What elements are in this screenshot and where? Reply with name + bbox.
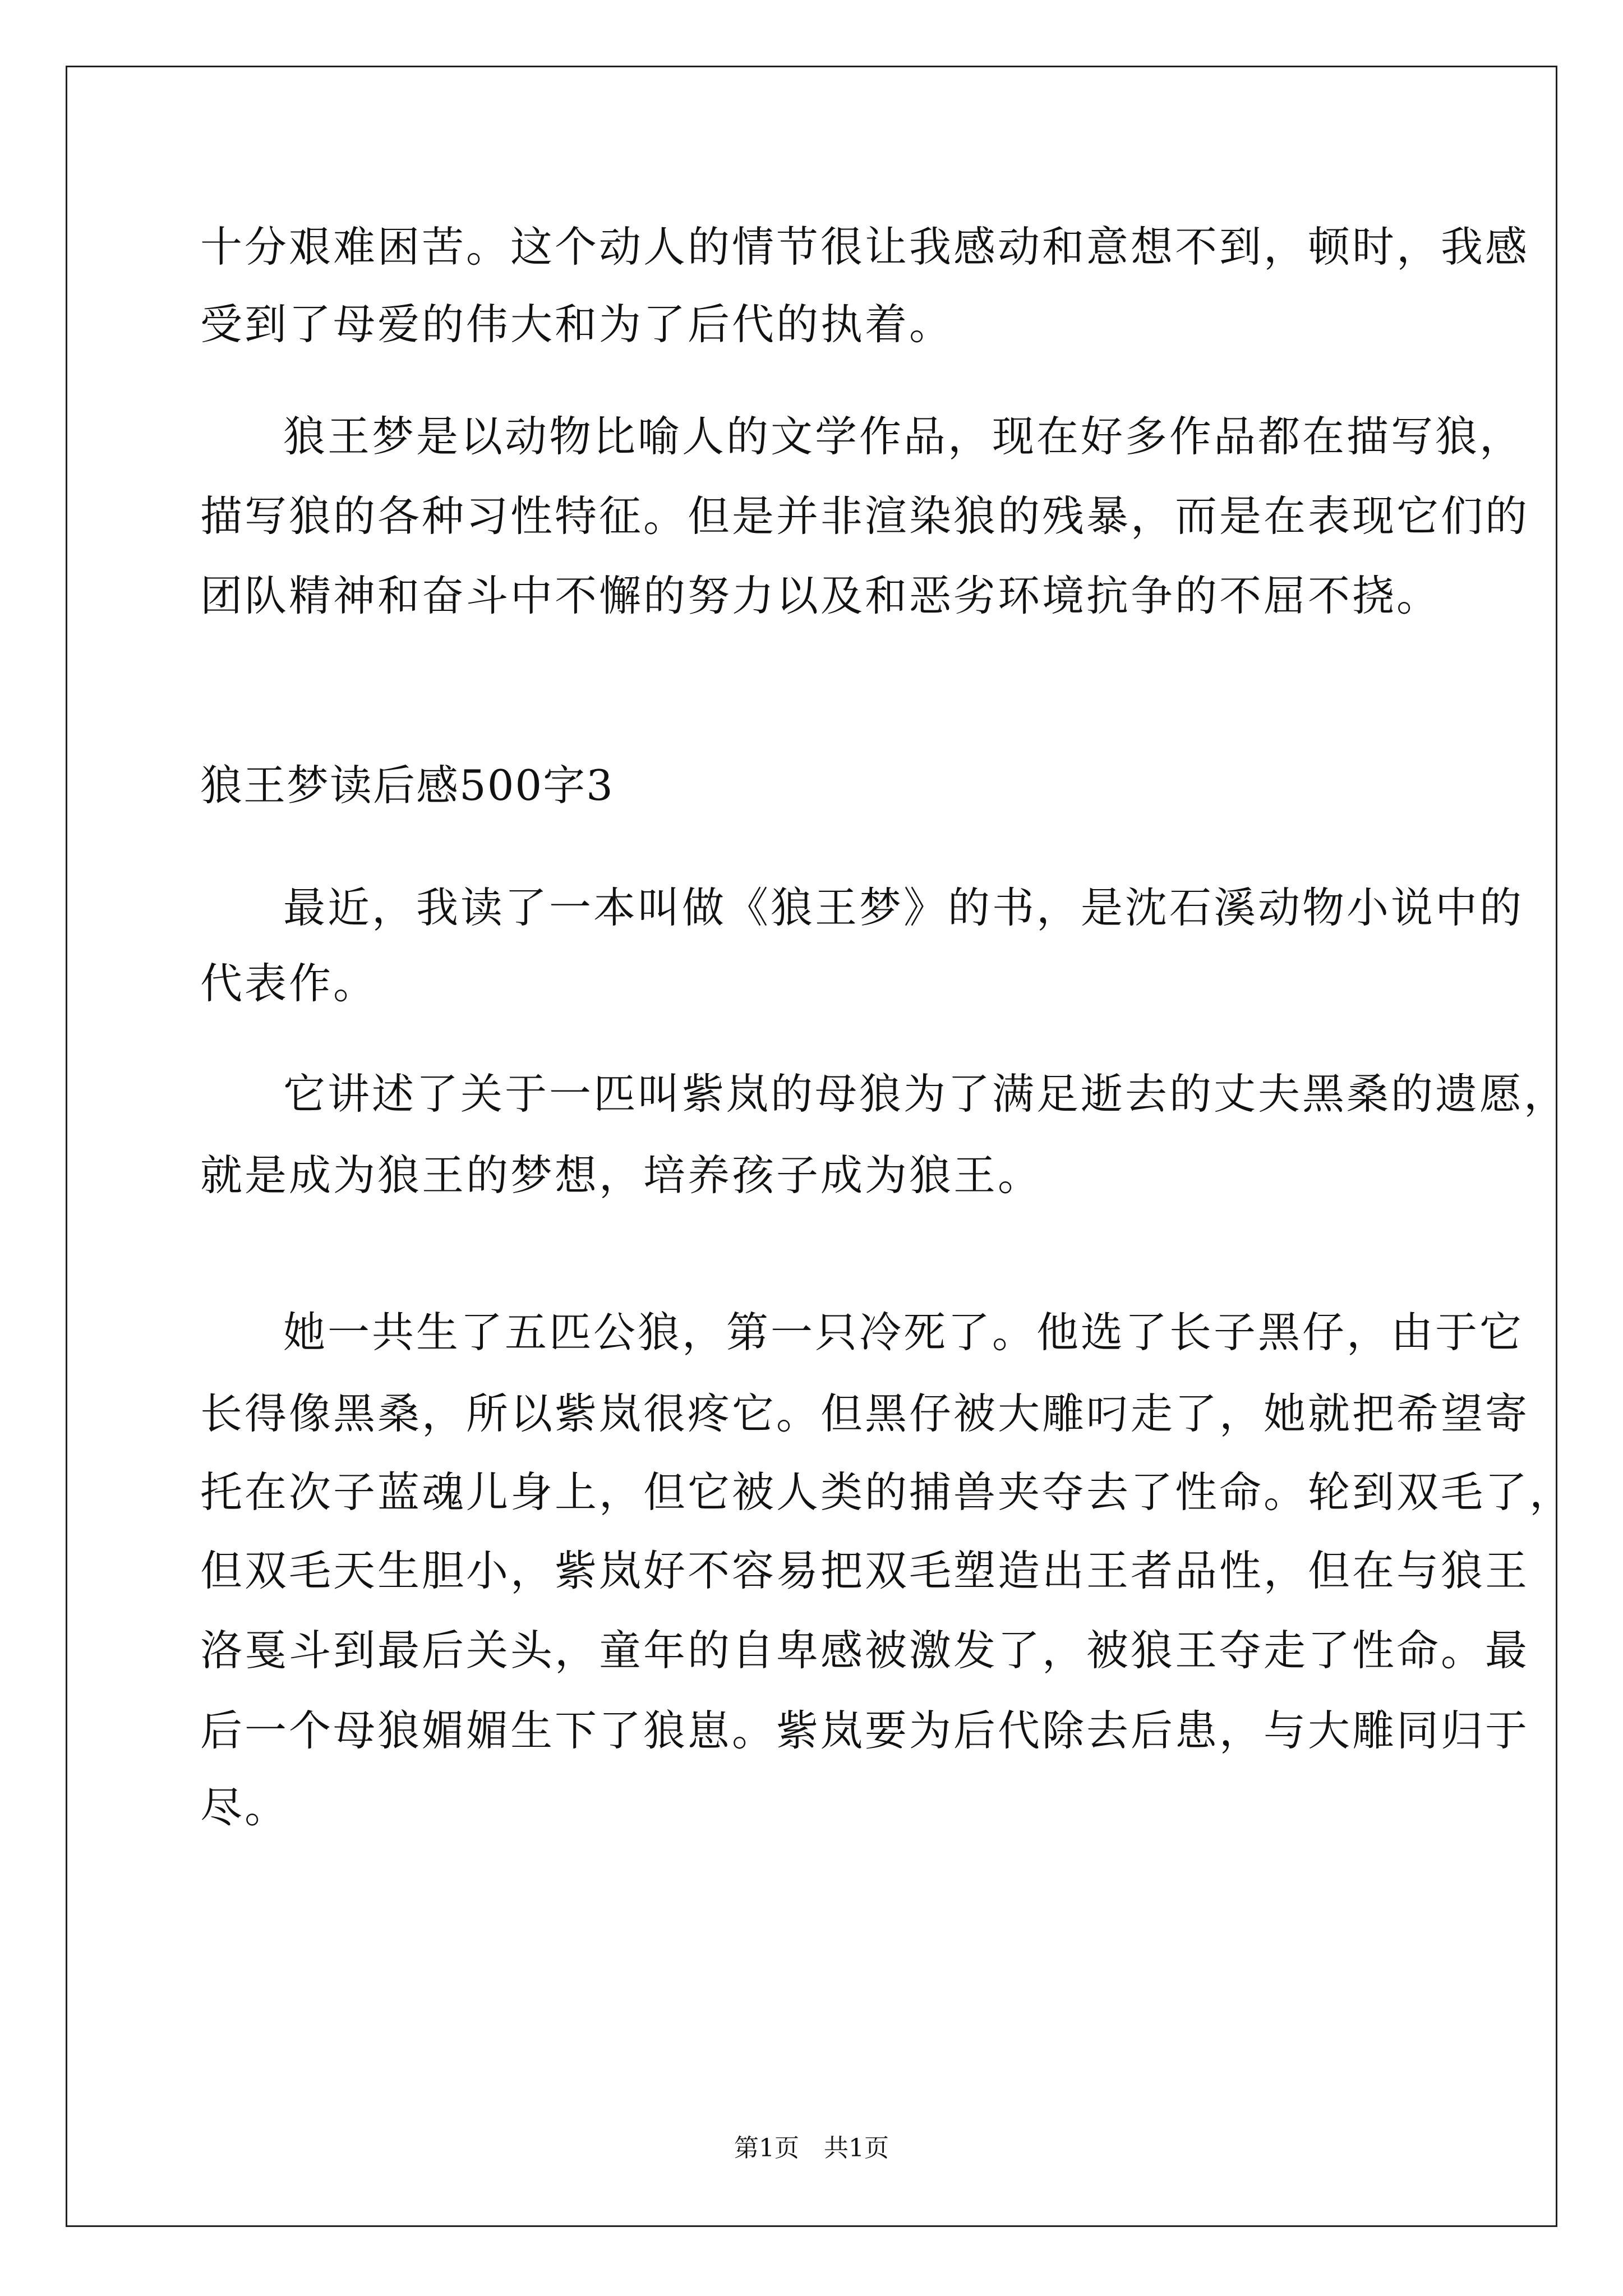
paragraph-start-line: 她一共生了五匹公狼，第一只冷死了。他选了长子黑仔，由于它 — [283, 1308, 1524, 1357]
paragraph-start-line: 狼王梦是以动物比喻人的文学作品，现在好多作品都在描写狼， — [283, 412, 1524, 461]
paragraph-start-line: 最近，我读了一本叫做《狼王梦》的书，是沈石溪动物小说中的 — [283, 883, 1524, 932]
text-line: 洛戛斗到最后关头，童年的自卑感被激发了，被狼王夺走了性命。最 — [200, 1626, 1530, 1675]
section-heading: 狼王梦读后感500字3 — [200, 761, 614, 810]
text-line: 后一个母狼媚媚生下了狼崽。紫岚要为后代除去后患，与大雕同归于 — [200, 1706, 1530, 1755]
text-line: 团队精神和奋斗中不懈的努力以及和恶劣环境抗争的不屈不挠。 — [200, 571, 1441, 620]
page-border — [66, 66, 1574, 2227]
paragraph-start-line: 它讲述了关于一匹叫紫岚的母狼为了满足逝去的丈夫黑桑的遗愿， — [283, 1069, 1569, 1119]
page-footer: 第1页 共1页 — [734, 2134, 889, 2162]
text-line: 代表作。 — [200, 959, 378, 1008]
text-line: 但双毛天生胆小，紫岚好不容易把双毛塑造出王者品性，但在与狼王 — [200, 1546, 1530, 1595]
text-line: 十分艰难困苦。这个动人的情节很让我感动和意想不到，顿时，我感 — [200, 222, 1530, 272]
text-line: 就是成为狼王的梦想，培养孩子成为狼王。 — [200, 1151, 1043, 1200]
text-line: 长得像黑桑，所以紫岚很疼它。但黑仔被大雕叼走了，她就把希望寄 — [200, 1389, 1530, 1438]
text-line: 受到了母爱的伟大和为了后代的执着。 — [200, 300, 954, 349]
text-line: 尽。 — [200, 1783, 289, 1832]
text-line: 托在次子蓝魂儿身上，但它被人类的捕兽夹夺去了性命。轮到双毛了， — [200, 1467, 1574, 1517]
text-line: 描写狼的各种习性特征。但是并非渲染狼的残暴，而是在表现它们的 — [200, 491, 1530, 541]
